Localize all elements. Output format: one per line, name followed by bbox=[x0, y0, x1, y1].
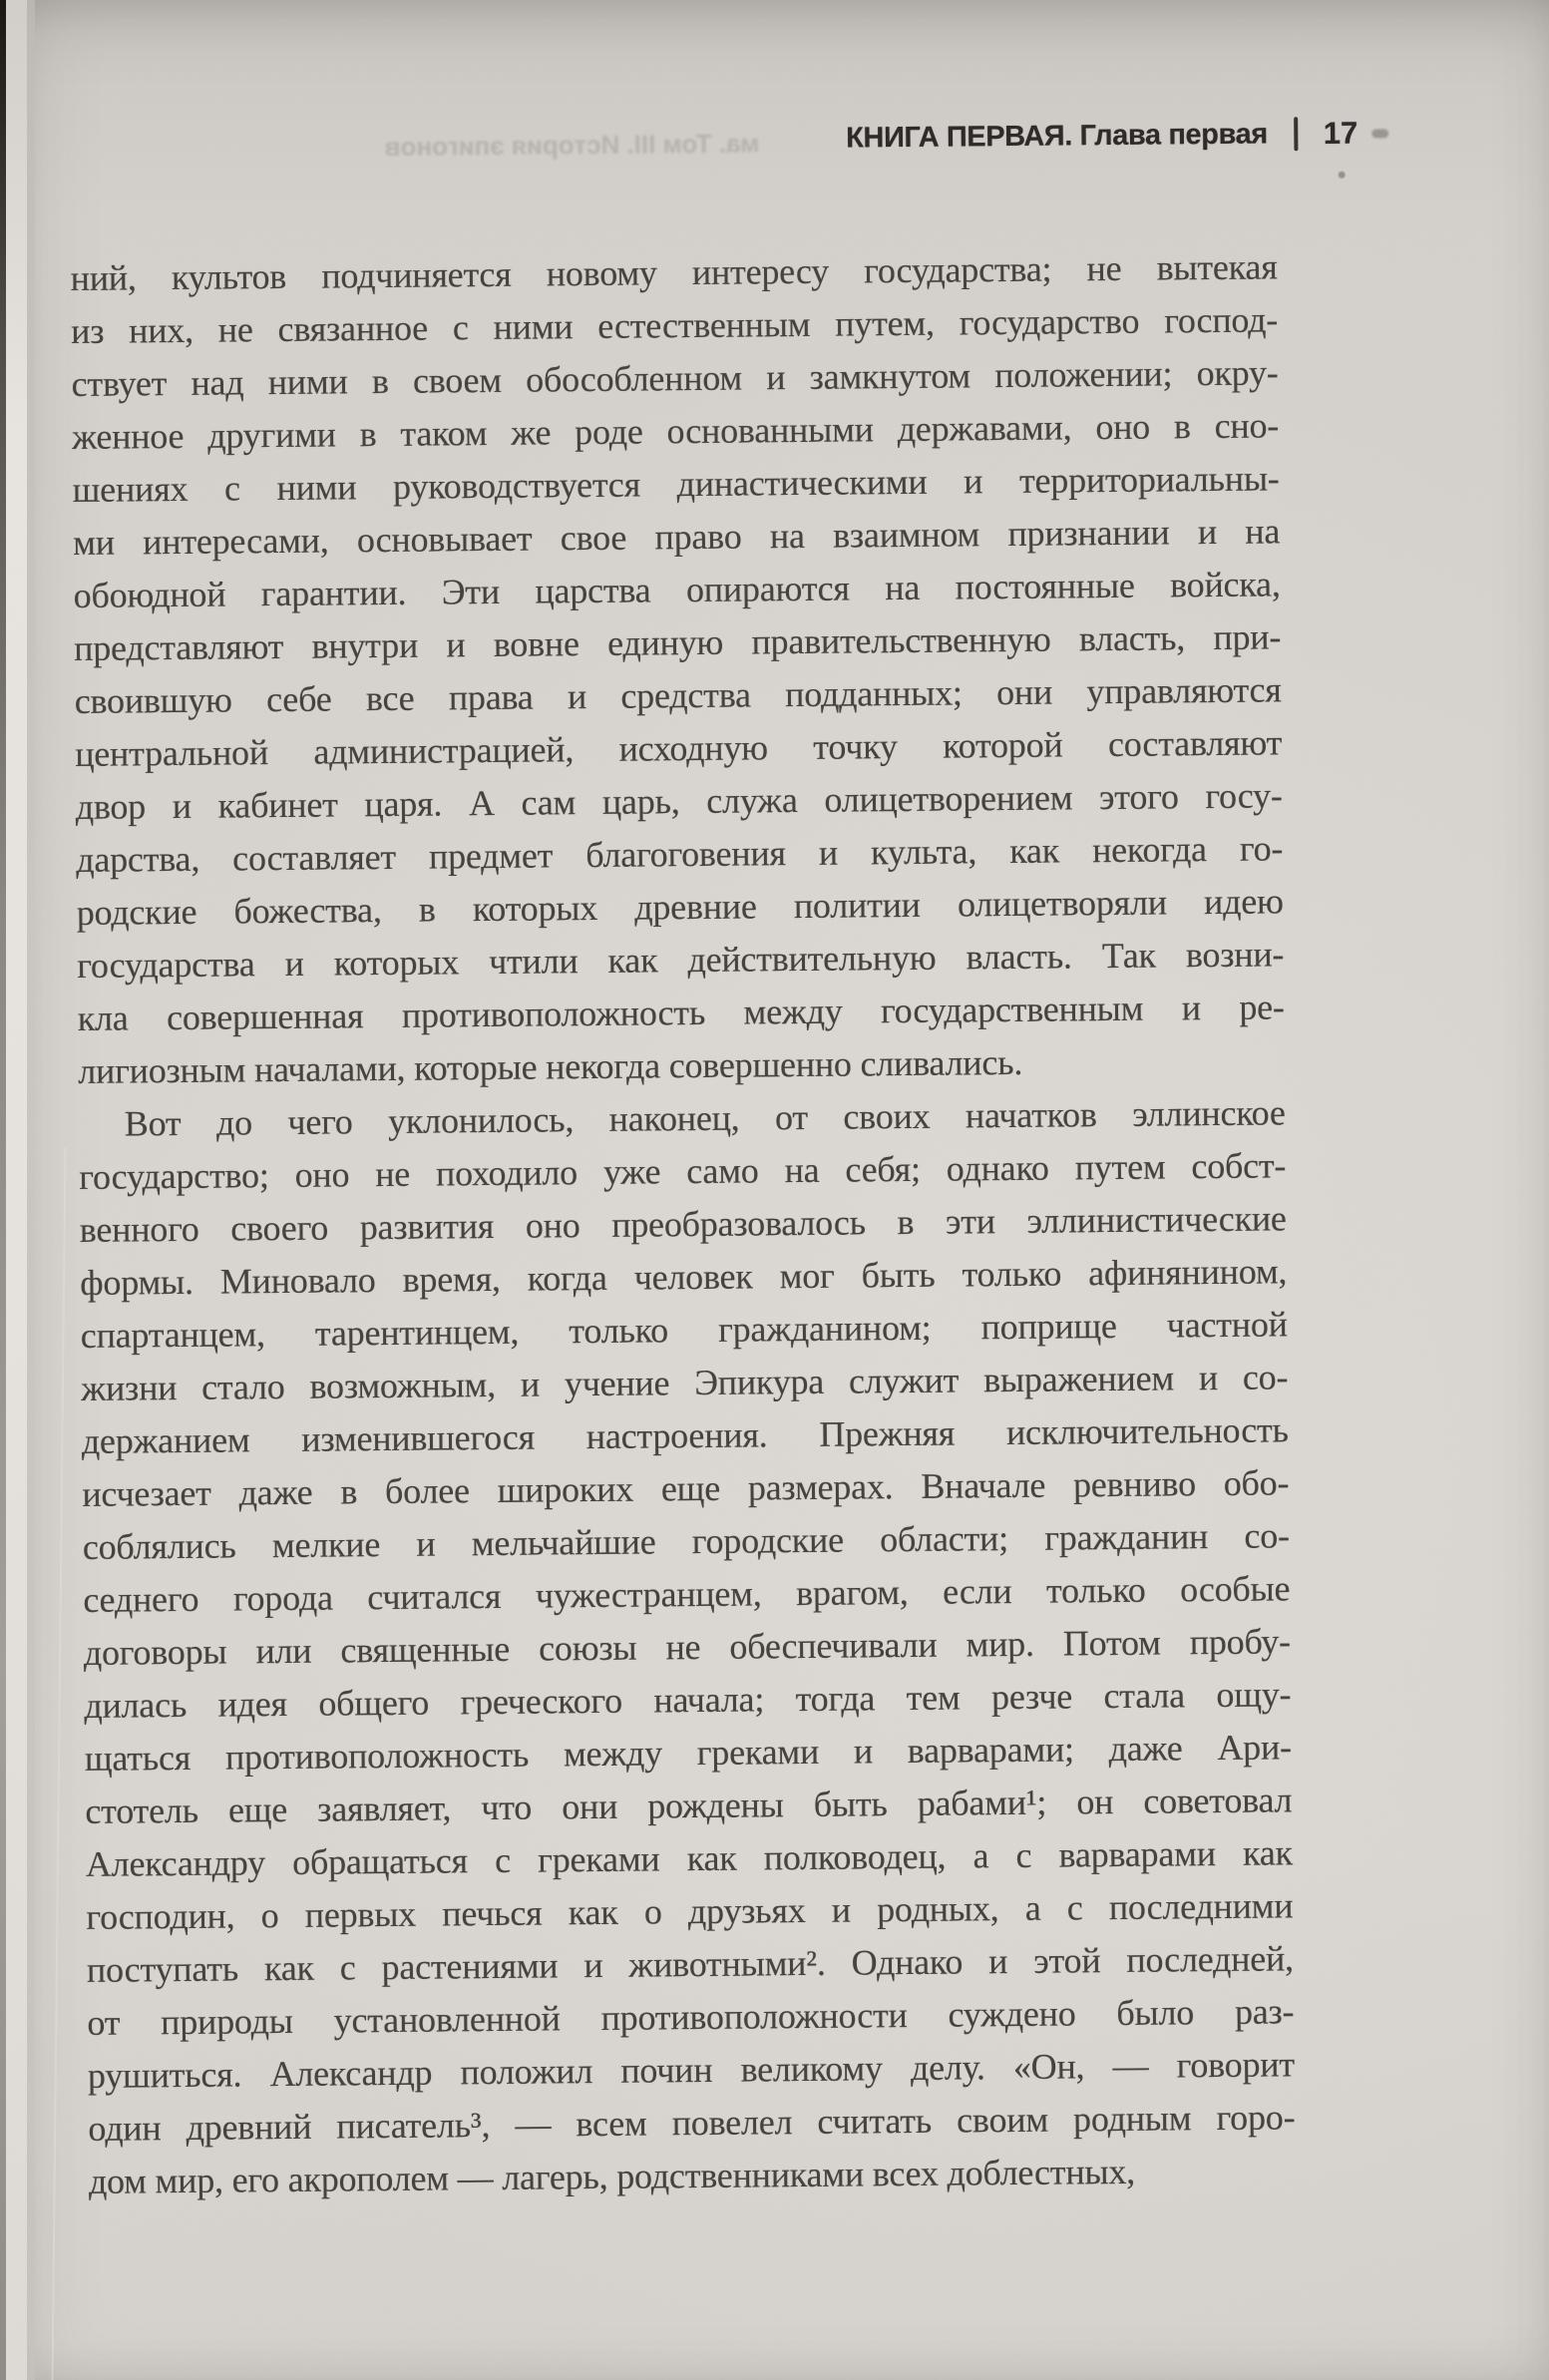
text-line: представляют внутри и вовне единую правительственную власть, при- bbox=[74, 616, 1282, 668]
text-line: шениях с ними руководствуется династическими и территориальны- bbox=[72, 458, 1280, 510]
text-line: ми интересами, основывает свое право на взаимном признании и на bbox=[72, 511, 1281, 563]
running-header-title: КНИГА ПЕРВАЯ. Глава первая bbox=[846, 117, 1268, 155]
text-line: ний, культов подчиняется новому интересу государства; не вытекая bbox=[70, 246, 1278, 299]
text-line: женное другими в таком же роде основанными державами, оно в сно- bbox=[71, 405, 1280, 457]
text-line: кла совершенная противоположность между государственным и ре- bbox=[77, 987, 1285, 1038]
text-line: исчезает даже в более широких еще размерах. Вначале ревниво обо- bbox=[82, 1462, 1290, 1514]
text-line: ствует над ними в своем обособленном и замкнутом положении; окру- bbox=[71, 352, 1279, 404]
text-line: господин, о первых печься как о друзьях и родных, а с последними bbox=[86, 1885, 1294, 1937]
text-line: родские божества, в которых древние политии олицетворяли идею bbox=[76, 881, 1284, 933]
text-line: спартанцем, тарентинцем, только гражданином; поприще частной bbox=[80, 1304, 1288, 1356]
text-line: формы. Миновало время, когда человек мог быть только афинянином, bbox=[80, 1251, 1288, 1303]
ink-dot bbox=[1339, 172, 1346, 179]
text-line: седнего города считался чужестранцем, врагом, если только особые bbox=[83, 1568, 1291, 1620]
text-line: рушиться. Александр положил почин великому делу. «Он, — говорит bbox=[87, 2044, 1296, 2096]
text-line: Александру обращаться с греками как полководец, а с варварами как bbox=[85, 1832, 1294, 1884]
text-line: один древний писатель³, — всем повелел считать своим родным горо- bbox=[88, 2097, 1296, 2149]
text-line: Вот до чего уклонилось, наконец, от своих начатков эллинское bbox=[124, 1092, 1286, 1144]
text-line: поступать как с растениями и животными². Однако и этой последней, bbox=[86, 1938, 1295, 1990]
text-line: государства и которых чтили как действительную власть. Так возни- bbox=[77, 934, 1285, 986]
text-line: держанием изменившегося настроения. Прежняя исключительность bbox=[81, 1409, 1289, 1461]
page-number: 17 bbox=[1323, 115, 1358, 151]
text-line: от природы установленной противоположности суждено было раз- bbox=[87, 1991, 1295, 2043]
text-line: двор и кабинет царя. А сам царь, служа олицетворением этого госу- bbox=[75, 775, 1283, 827]
text-line: центральной администрацией, исходную точку которой составляют bbox=[75, 722, 1283, 774]
text-line: щаться противоположность между греками и варварами; даже Ари- bbox=[84, 1727, 1293, 1779]
text-line: соблялись мелкие и мельчайшие городские области; гражданин со- bbox=[82, 1515, 1290, 1567]
text-line: стотель еще заявляет, что они рождены быть рабами¹; он советовал bbox=[85, 1780, 1293, 1831]
ink-smudge bbox=[1371, 129, 1388, 138]
text-line: дом мир, его акрополем — лагерь, родственниками всех доблестных, bbox=[88, 2151, 1136, 2201]
body-text bbox=[70, 240, 1296, 2208]
text-line: обоюдной гарантии. Эти царства опираются на постоянные войска, bbox=[73, 564, 1281, 615]
verso-show-through-text: ма. Том III. История эпигонов bbox=[384, 128, 760, 162]
text-line: венного своего развития оно преобразовалось в эти эллинистические bbox=[79, 1198, 1287, 1250]
text-line: дарства, составляет предмет благоговения и культа, как некогда го- bbox=[76, 828, 1284, 880]
running-header bbox=[0, 116, 1357, 165]
text-line: договоры или священные союзы не обеспечивали мир. Потом пробу- bbox=[83, 1621, 1291, 1673]
text-line: из них, не связанное с ними естественным путем, государство господ- bbox=[70, 299, 1279, 352]
text-line: дилась идея общего греческого начала; тогда тем резче стала ощу- bbox=[84, 1674, 1292, 1726]
text-line: жизни стало возможным, и учение Эпикура служит выражением и со- bbox=[81, 1357, 1289, 1408]
text-line: своившую себе все права и средства подданных; они управляются bbox=[74, 669, 1282, 721]
header-divider bbox=[1294, 117, 1298, 151]
text-line: лигиозным началами, которые некогда совершенно сливались. bbox=[78, 1041, 1023, 1091]
text-line: государство; оно не походило уже само на себя; однако путем собст- bbox=[79, 1145, 1287, 1197]
